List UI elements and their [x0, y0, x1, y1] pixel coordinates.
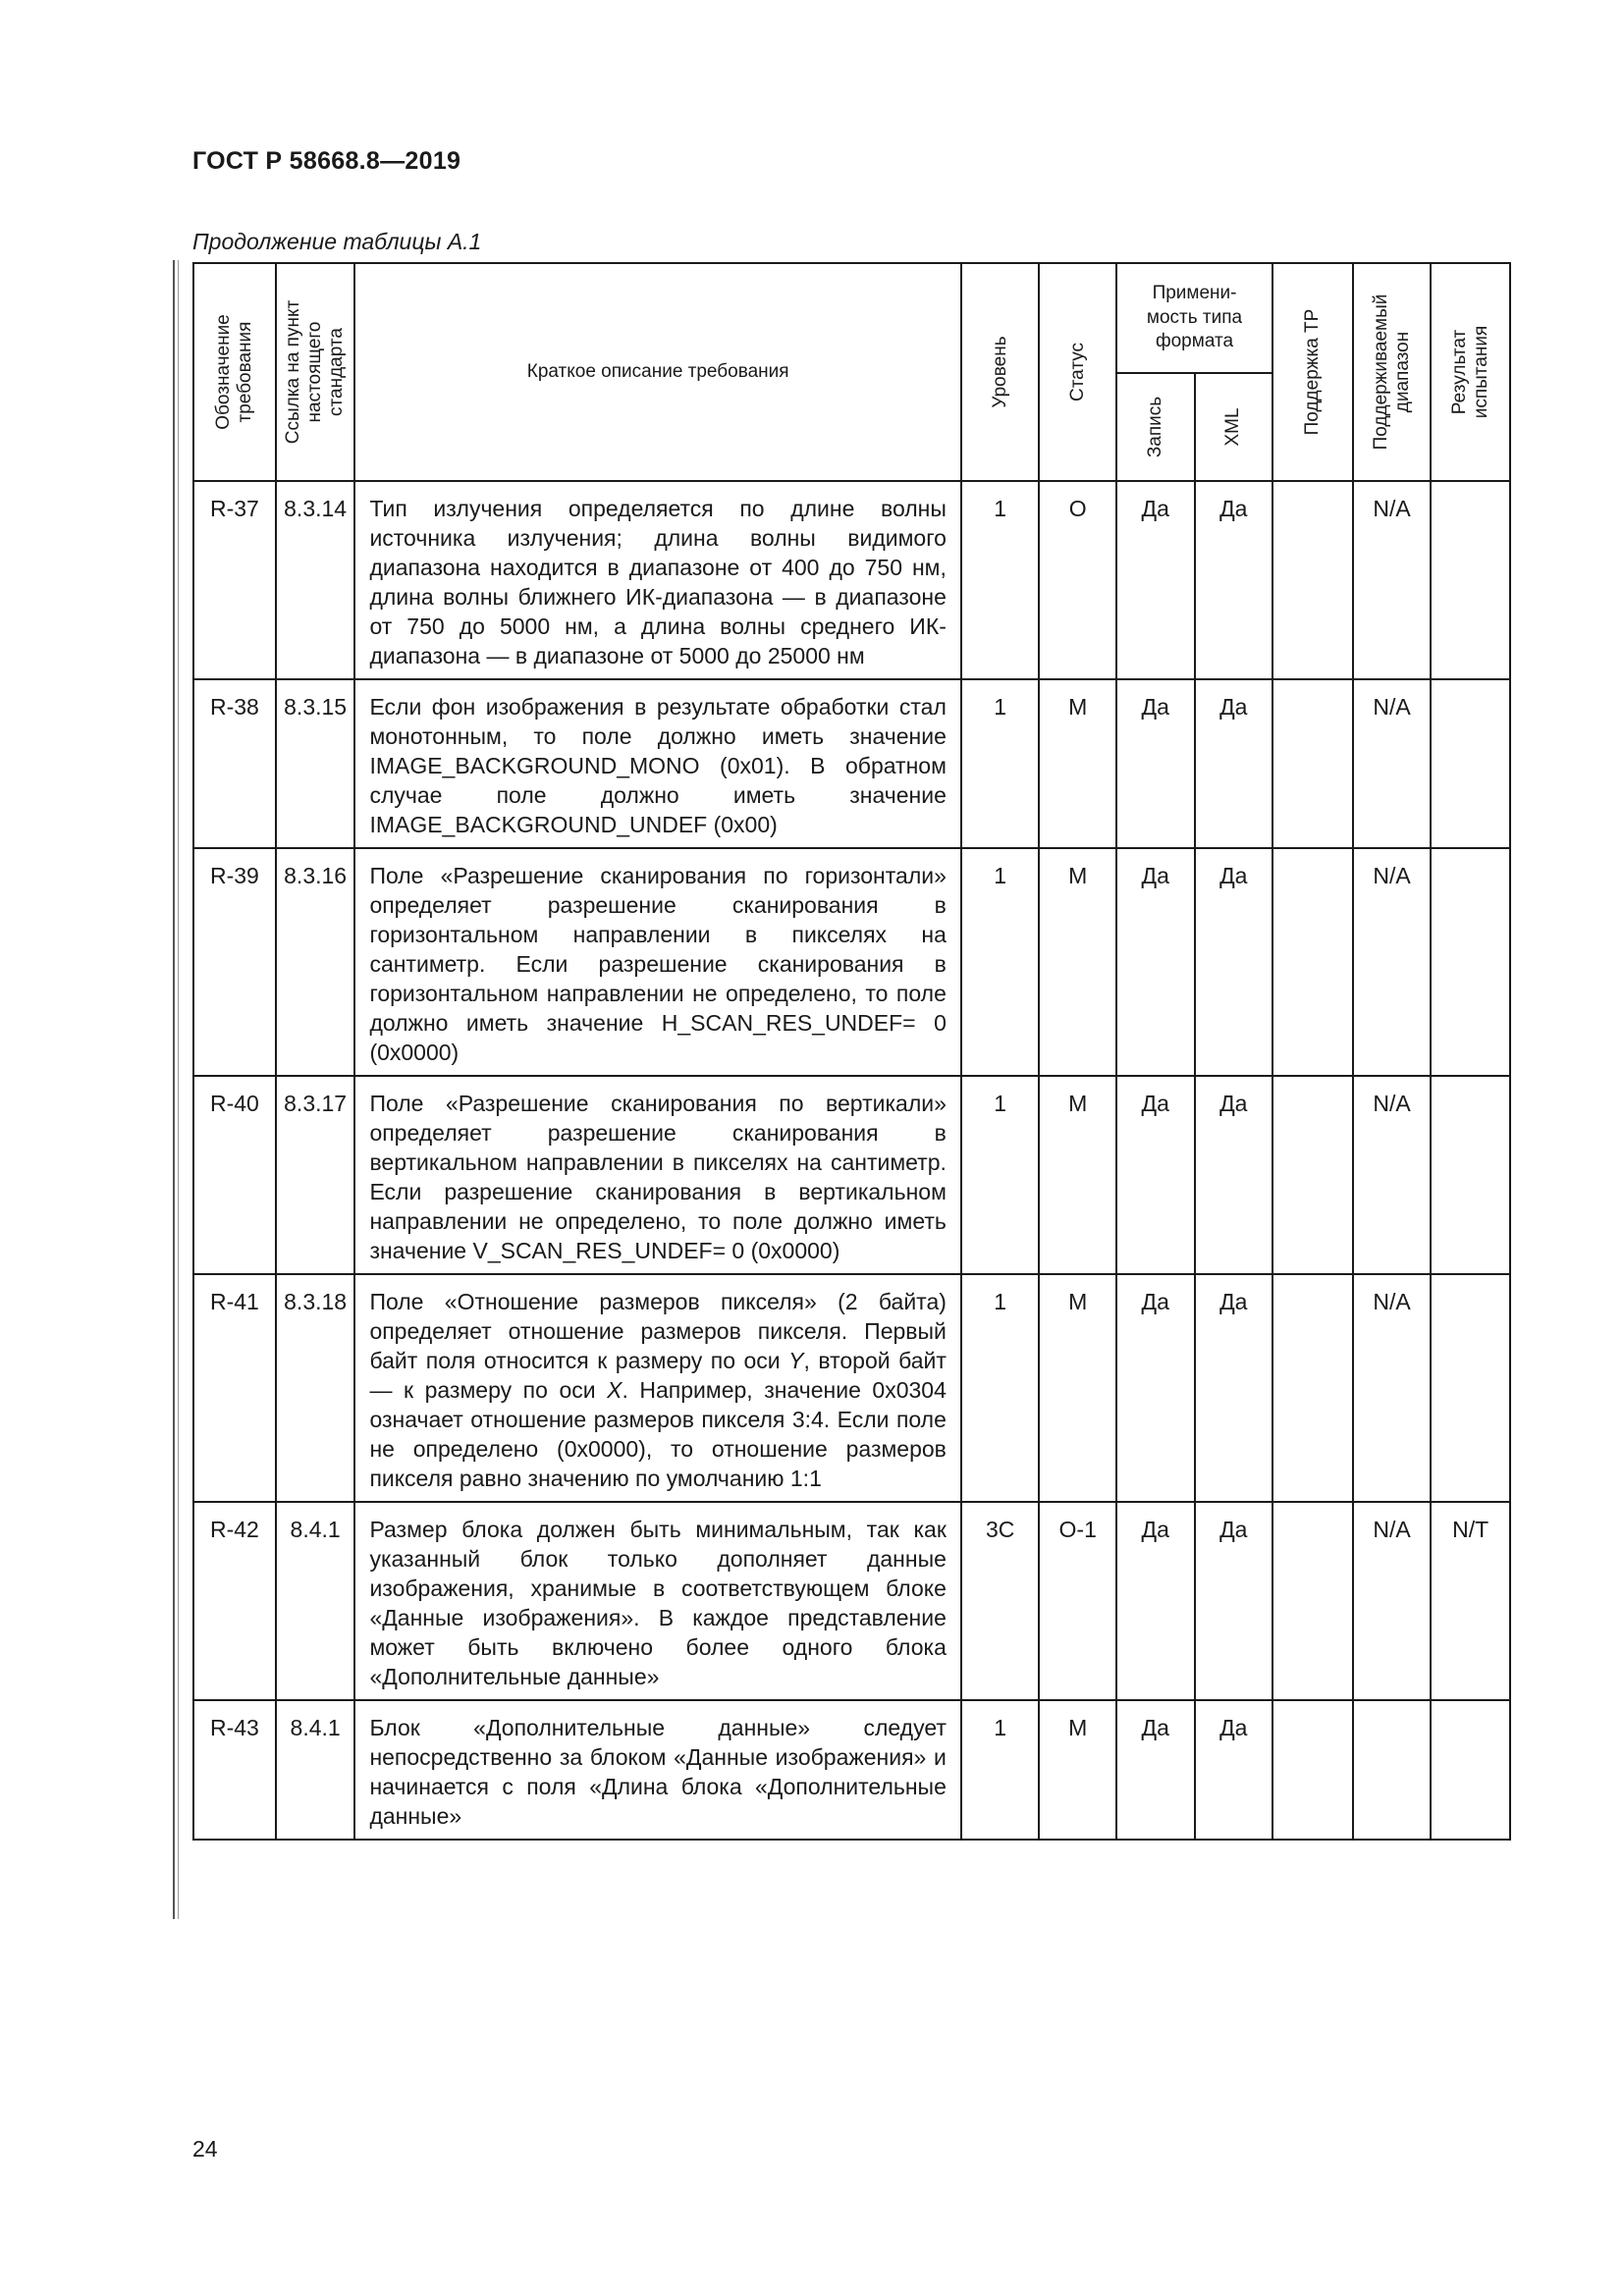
cell-range: N/A [1353, 481, 1432, 679]
cell-record: Да [1116, 1700, 1195, 1840]
cell-status: O-1 [1039, 1502, 1116, 1700]
cell-record: Да [1116, 1076, 1195, 1274]
cell-id: R-39 [193, 848, 276, 1076]
cell-record: Да [1116, 481, 1195, 679]
cell-status: M [1039, 1076, 1116, 1274]
table-row [193, 1700, 1510, 1840]
table-row [193, 1274, 1510, 1502]
col-header-applicability: Примени- мость типа формата [1116, 263, 1272, 373]
cell-tr [1272, 1700, 1353, 1840]
cell-id: R-43 [193, 1700, 276, 1840]
cell-id: R-42 [193, 1502, 276, 1700]
cell-ref: 8.4.1 [276, 1502, 355, 1700]
cell-range: N/A [1353, 848, 1432, 1076]
cell-range: N/A [1353, 1274, 1432, 1502]
cell-result [1431, 1076, 1510, 1274]
col-header-reference: Ссылка на пункт настоящего стандарта [276, 263, 355, 481]
cell-level: 3С [961, 1502, 1040, 1700]
cell-description [354, 1274, 960, 1502]
cell-xml: Да [1195, 1274, 1273, 1502]
cell-id: R-38 [193, 679, 276, 848]
cell-result [1431, 679, 1510, 848]
cell-result [1431, 481, 1510, 679]
col-header-supported-range: Поддерживаемый диапазон [1353, 263, 1432, 481]
col-header-test-result: Результат испытания [1431, 263, 1510, 481]
table-row [193, 1502, 1510, 1700]
cell-xml: Да [1195, 1076, 1273, 1274]
cell-description: Тип излучения определяется по длине волны источника излучения; длина волны видимого диапазона находится в диапазоне от 400 до 750 нм, длина волны ближнего ИК-диапазона — в диапазоне от 750 до 5000 нм, а длина волны среднего ИК-диапазона — в диапазоне от 5000 до 25000 нм [354, 481, 960, 679]
table-row [193, 679, 1510, 848]
cell-xml: Да [1195, 1700, 1273, 1840]
description-text: . Например, значение 0x0304 означает отношение размеров пикселя 3:4. Если поле не определено (0x0000), то отношение размеров пикселя равно значению по умолчанию 1:1 [369, 1377, 947, 1491]
table-row [193, 481, 1510, 679]
cell-status: O [1039, 481, 1116, 679]
cell-level: 1 [961, 848, 1040, 1076]
cell-level: 1 [961, 481, 1040, 679]
cell-tr [1272, 1502, 1353, 1700]
cell-ref: 8.3.15 [276, 679, 355, 848]
cell-description: Если фон изображения в результате обработки стал монотонным, то поле должно иметь значение IMAGE_BACKGROUND_MONO (0x01). В обратном случае поле должно иметь значение IMAGE_BACKGROUND_UNDEF (0x00) [354, 679, 960, 848]
cell-xml: Да [1195, 481, 1273, 679]
cell-status: M [1039, 1274, 1116, 1502]
cell-description: Блок «Дополнительные данные» следует непосредственно за блоком «Данные изображения» и начинается с поля «Длина блока «Дополнительные данные» [354, 1700, 960, 1840]
table-caption: Продолжение таблицы А.1 [192, 229, 482, 254]
cell-id: R-37 [193, 481, 276, 679]
cell-status: M [1039, 848, 1116, 1076]
cell-level: 1 [961, 1076, 1040, 1274]
axis-x-label: X [607, 1377, 623, 1403]
cell-result [1431, 1274, 1510, 1502]
cell-range: N/A [1353, 679, 1432, 848]
cell-range: N/A [1353, 1502, 1432, 1700]
cell-tr [1272, 1274, 1353, 1502]
cell-result: N/T [1431, 1502, 1510, 1700]
cell-result [1431, 1700, 1510, 1840]
document-title: ГОСТ Р 58668.8—2019 [192, 147, 461, 175]
col-header-tr-support: Поддержка ТР [1272, 263, 1353, 481]
cell-record: Да [1116, 679, 1195, 848]
page-number: 24 [192, 2136, 218, 2162]
col-header-record: Запись [1116, 373, 1195, 481]
table-row [193, 848, 1510, 1076]
cell-level: 1 [961, 679, 1040, 848]
cell-tr [1272, 1076, 1353, 1274]
cell-range: N/A [1353, 1076, 1432, 1274]
col-header-description: Краткое описание требования [354, 263, 960, 481]
cell-record: Да [1116, 1274, 1195, 1502]
cell-ref: 8.3.18 [276, 1274, 355, 1502]
cell-record: Да [1116, 1502, 1195, 1700]
cell-id: R-40 [193, 1076, 276, 1274]
col-header-designation: Обозначение требования [193, 263, 276, 481]
cell-range [1353, 1700, 1432, 1840]
cell-status: M [1039, 1700, 1116, 1840]
cell-record: Да [1116, 848, 1195, 1076]
description-text: , второй байт — к размеру по оси [369, 1348, 947, 1403]
margin-change-bar-secondary [178, 260, 179, 1919]
cell-xml: Да [1195, 679, 1273, 848]
cell-description: Размер блока должен быть минимальным, так как указанный блок только дополняет данные изображения, хранимые в соответствующем блоке «Данные изображения». В каждое представление может быть включено более одного блока «Дополнительные данные» [354, 1502, 960, 1700]
cell-tr [1272, 679, 1353, 848]
cell-ref: 8.3.16 [276, 848, 355, 1076]
cell-tr [1272, 481, 1353, 679]
cell-xml: Да [1195, 1502, 1273, 1700]
table-row [193, 1076, 1510, 1274]
cell-ref: 8.4.1 [276, 1700, 355, 1840]
cell-result [1431, 848, 1510, 1076]
cell-xml: Да [1195, 848, 1273, 1076]
cell-ref: 8.3.17 [276, 1076, 355, 1274]
col-header-status: Статус [1039, 263, 1116, 481]
table-header-row [193, 263, 1510, 373]
axis-y-label: Y [788, 1348, 804, 1373]
cell-description: Поле «Разрешение сканирования по горизонтали» определяет разрешение сканирования в горизонтальном направлении в пикселях на сантиметр. Если разрешение сканирования в горизонтальном направлении не определено, то поле должно иметь значение H_SCAN_RES_UNDEF= 0 (0x0000) [354, 848, 960, 1076]
cell-tr [1272, 848, 1353, 1076]
cell-ref: 8.3.14 [276, 481, 355, 679]
description-text: Поле «Отношение размеров пикселя» (2 байта) определяет отношение размеров пикселя. Первый байт поля относится к размеру по оси [369, 1289, 947, 1373]
cell-id: R-41 [193, 1274, 276, 1502]
col-header-level: Уровень [961, 263, 1040, 481]
requirements-table [192, 262, 1511, 1841]
cell-status: M [1039, 679, 1116, 848]
cell-description: Поле «Разрешение сканирования по вертикали» определяет разрешение сканирования в вертикальном направлении в пикселях на сантиметр. Если разрешение сканирования в вертикальном направлении не определено, то поле должно иметь значение V_SCAN_RES_UNDEF= 0 (0x0000) [354, 1076, 960, 1274]
margin-change-bar [173, 260, 175, 1919]
cell-level: 1 [961, 1274, 1040, 1502]
cell-level: 1 [961, 1700, 1040, 1840]
col-header-xml: XML [1195, 373, 1273, 481]
